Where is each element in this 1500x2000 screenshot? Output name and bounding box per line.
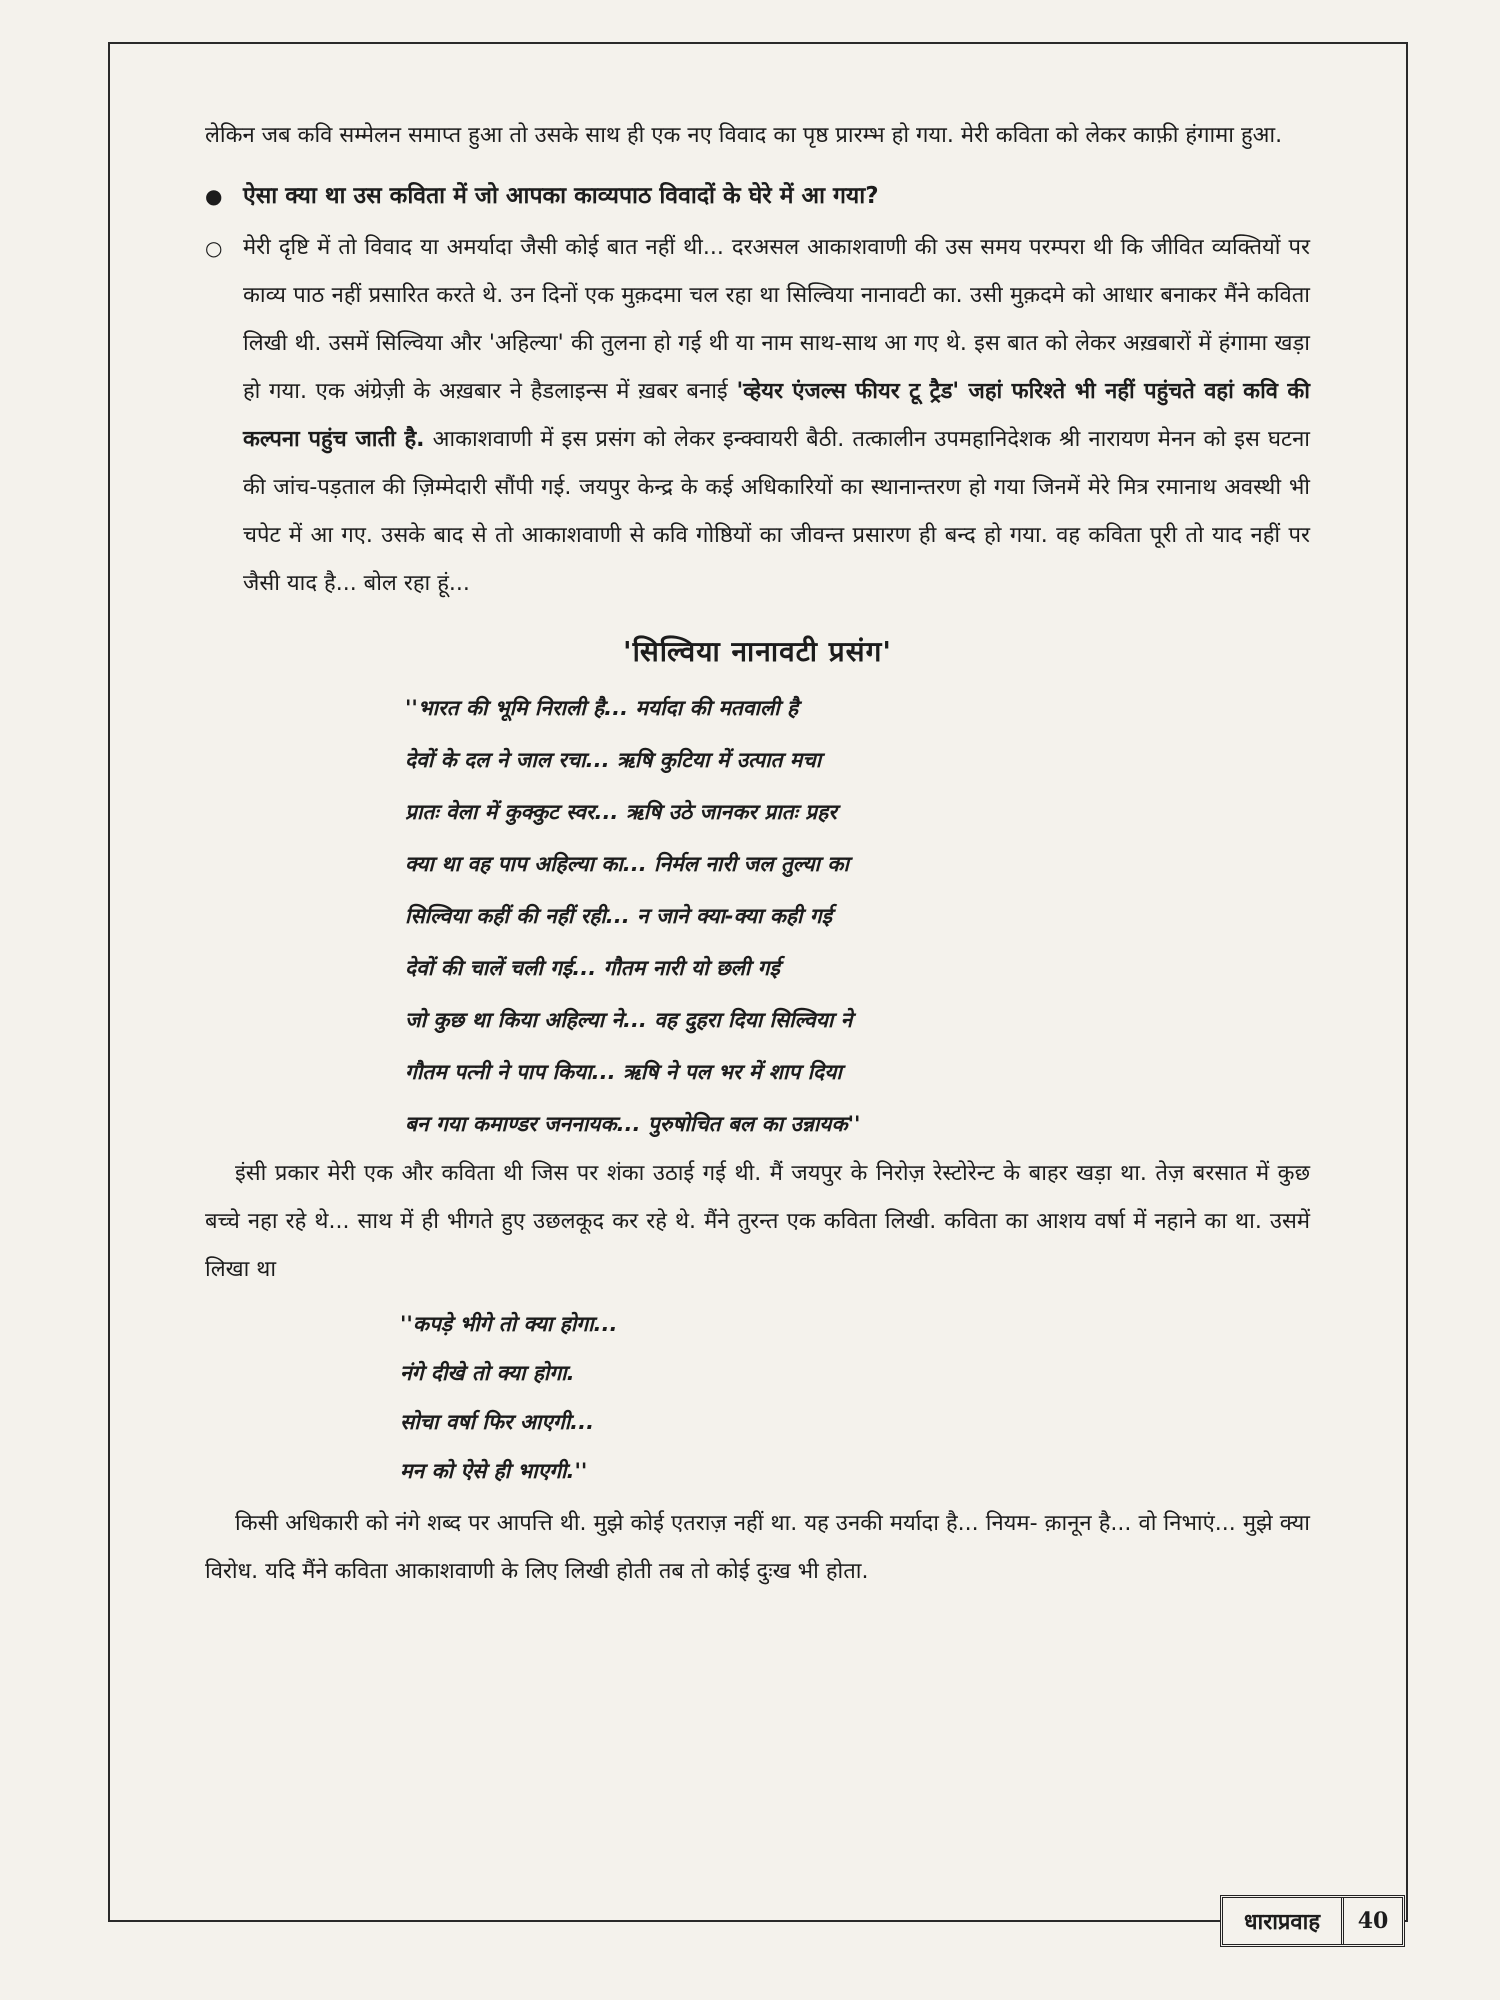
interview-question <box>205 172 1310 220</box>
poem-line: देवों के दल ने जाल रचा... ऋषि कुटिया में उत्पात मचा <box>405 748 822 772</box>
poem-title: 'सिल्विया नानावटी प्रसंग' <box>623 635 892 668</box>
poem-line: नंगे दीखे तो क्या होगा. <box>400 1361 575 1385</box>
answer-part-1: मेरी दृष्टि में तो विवाद या अमर्यादा जैसी कोई बात नहीं थी... दरअसल आकाशवाणी की उस समय परम्परा थी कि जीवित व्यक्तियों पर काव्य पाठ नहीं प्रसारित करते थे. उन दिनों एक मुक़दमा चल रहा था सिल्विया नानावटी का. उसी मुक़दमे को आधार बनाकर मैंने कविता लिखी थी. उसमें सिल्विया और 'अहिल्या' की तुलना हो गई थी या नाम साथ-साथ आ गए थे. इस बात को लेकर अख़बारों में हंगामा खड़ा हो गया. एक अंग्रेज़ी के अख़बार ने हैडलाइन्स में ख़बर बनाई <box>243 235 1310 404</box>
bullet-icon: ● <box>205 184 223 208</box>
poem-line: प्रातः वेला में कुक्कुट स्वर... ऋषि उठे जानकर प्रातः प्रहर <box>405 800 837 824</box>
publication-name: धाराप्रवाह <box>1223 1898 1344 1944</box>
article-body <box>205 112 1310 1596</box>
poem-line: जो कुछ था किया अहिल्या ने... वह दुहरा दिया सिल्विया ने <box>405 1008 853 1032</box>
interview-answer <box>205 224 1310 608</box>
poem-line: सोचा वर्षा फिर आएगी... <box>400 1410 595 1434</box>
circle-marker-icon: ○ <box>205 236 223 260</box>
headline-quote: 'व्हेयर एंजल्स फीयर टू ट्रैड' जहां फरिश्ते भी नहीं पहुंचते वहां कवि की कल्पना पहुंच जाती है. <box>243 379 1310 452</box>
poem-line: बन गया कमाण्डर जननायक... पुरुषोचित बल का उन्नायक'' <box>405 1112 861 1136</box>
page-number: 40 <box>1357 1908 1389 1934</box>
question-text: ऐसा क्या था उस कविता में जो आपका काव्यपाठ विवादों के घेरे में आ गया? <box>243 183 879 209</box>
third-paragraph: किसी अधिकारी को नंगे शब्द पर आपत्ति थी. मुझे कोई एतराज़ नहीं था. यह उनकी मर्यादा है... नियम- क़ानून है... वो निभाएं... मुझे क्या विरोध. यदि मैंने कविता आकाशवाणी के लिए लिखी होती तब तो कोई दुःख भी होता. <box>205 1511 1310 1584</box>
poem-line: सिल्विया कहीं की नहीं रही... न जाने क्या-क्या कही गई <box>405 904 832 928</box>
poem-line: क्या था वह पाप अहिल्या का... निर्मल नारी जल तुल्या का <box>405 852 849 876</box>
poem-line: गौतम पत्नी ने पाप किया... ऋषि ने पल भर में शाप दिया <box>405 1060 842 1084</box>
intro-paragraph: लेकिन जब कवि सम्मेलन समाप्त हुआ तो उसके साथ ही एक नए विवाद का पृष्ठ प्रारम्भ हो गया. मेरी कविता को लेकर काफ़ी हंगामा हुआ. <box>205 123 1283 148</box>
poem-line: देवों की चालें चली गई... गौतम नारी यो छली गई <box>405 956 780 980</box>
answer-text <box>243 224 1310 608</box>
answer-part-2: आकाशवाणी में इस प्रसंग को लेकर इन्क्वायरी बैठी. तत्कालीन उपमहानिदेशक श्री नारायण मेनन को इस घटना की जांच-पड़ताल की ज़िम्मेदारी सौंपी गई. जयपुर केन्द्र के कई अधिकारियों का स्थानान्तरण हो गया जिनमें मेरे मित्र रमानाथ अवस्थी भी चपेट में आ गए. उसके बाद से तो आकाशवाणी से कवि गोष्ठियों का जीवन्त प्रसारण ही बन्द हो गया. वह कविता पूरी तो याद नहीं पर जैसी याद है... बोल रहा हूं... <box>243 427 1310 596</box>
poem-sylvia <box>405 682 1310 1150</box>
poem-rain <box>400 1300 1310 1496</box>
poem-line: ''भारत की भूमि निराली है... मर्यादा की मतवाली है <box>405 696 799 720</box>
footer-badge <box>1220 1895 1405 1947</box>
second-paragraph: इंसी प्रकार मेरी एक और कविता थी जिस पर शंका उठाई गई थी. मैं जयपुर के निरोज़ रेस्टोरेन्ट के बाहर खड़ा था. तेज़ बरसात में कुछ बच्चे नहा रहे थे... साथ में ही भीगते हुए उछलकूद कर रहे थे. मैंने तुरन्त एक कविता लिखी. कविता का आशय वर्षा में नहाने का था. उसमें लिखा था <box>205 1161 1310 1282</box>
poem-line: मन को ऐसे ही भाएगी.'' <box>400 1459 588 1483</box>
poem-line: ''कपड़े भीगे तो क्या होगा... <box>400 1312 618 1336</box>
